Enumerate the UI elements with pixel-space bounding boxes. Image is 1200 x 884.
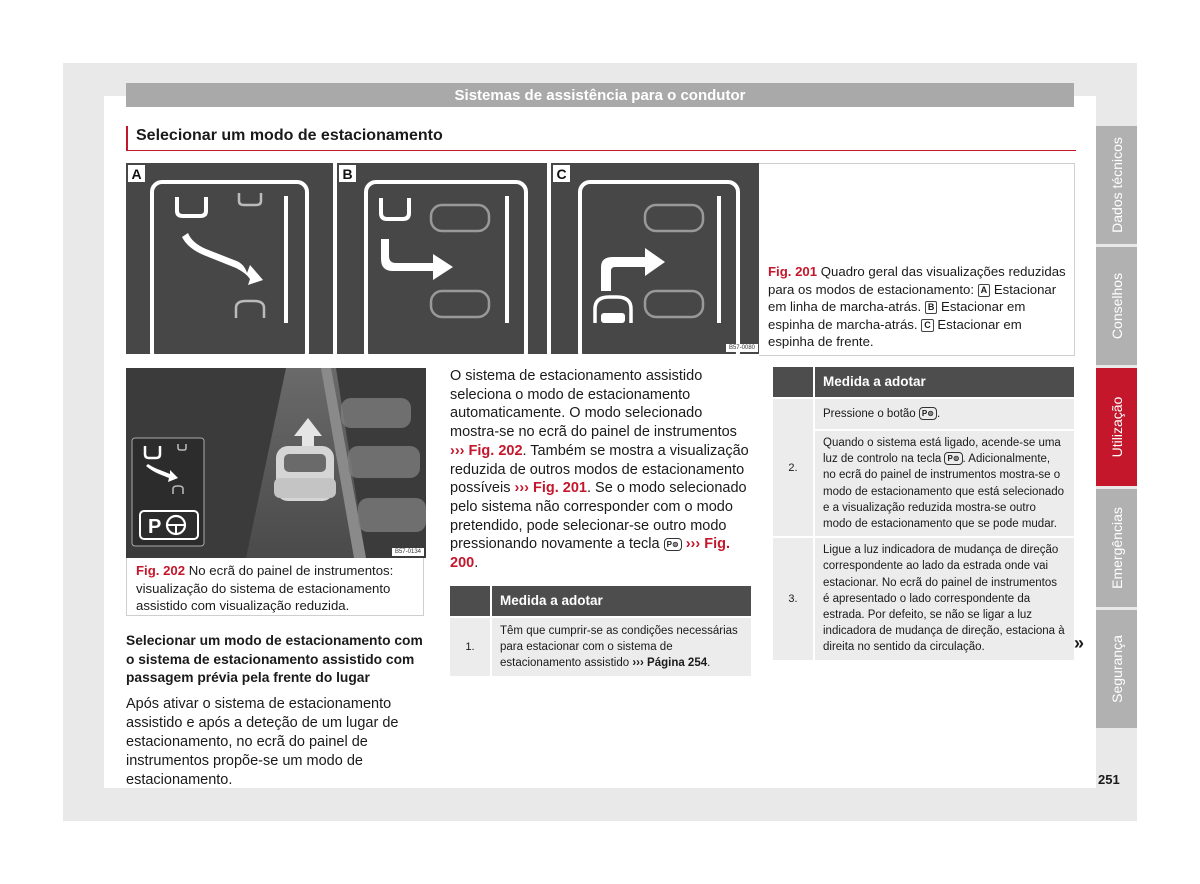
ref-fig-200-link[interactable]: ››› Fig. 200	[450, 536, 730, 572]
ref-fig-201-link[interactable]: ››› Fig. 201	[514, 480, 587, 497]
side-tab-utilizacao[interactable]: Utilização	[1096, 368, 1137, 486]
figure-201-panel-b	[337, 163, 547, 354]
parking-button-icon: P⊜	[944, 452, 962, 465]
measure-table-middle	[450, 586, 751, 676]
table-row: 2. Pressione o botão P⊜ .	[773, 398, 1074, 430]
table-header: Medida a adotar	[491, 586, 751, 617]
svg-text:P: P	[148, 516, 162, 538]
figure-201-code: B57-0080	[726, 344, 758, 352]
left-body-text: Após ativar o sistema de estacionamento assistido e após a deteção de um lugar de estacionamento, no ecrã do painel de instrumentos propõe-se um modo de estacionamento.	[126, 696, 399, 788]
figure-202-code: B57-0134	[392, 548, 424, 556]
side-tab-dados-tecnicos[interactable]: Dados técnicos	[1096, 126, 1137, 244]
key-b-icon: B	[925, 301, 938, 314]
figure-201-caption-box	[759, 163, 1075, 356]
section-title-text: Selecionar um modo de estacionamento	[136, 127, 443, 144]
figure-201-panel-a	[126, 163, 333, 354]
middle-body-text: O sistema de estacionamento assistido seleciona o modo de estacionamento automaticamente. O modo selecionado mostra-se no ecrã do painel de instrumentos ››› Fig. 202. Também se mostra a visualização reduzida de outros modos de estacionamento possíveis ››› Fig. 201. Se o modo selecionado pelo sistema não corresponder com o modo pretendido, pode selecionar-se outro modo pressionando novamente a tecla P⊜ ››› Fig. 200.	[450, 368, 749, 572]
table-header-blank	[773, 367, 814, 398]
page-number: 251	[1098, 772, 1120, 787]
chapter-header: Sistemas de assistência para o condutor	[126, 83, 1074, 107]
ref-page-254-link[interactable]: ››› Página 254	[632, 657, 708, 670]
table-row: 3. Ligue a luz indicadora de mudança de direção correspondente ao lado da estrada onde vai estacionar. No ecrã do painel de instrumentos é apresentado o lado correspondente da estrada. Por defeito, se não se ligar a luz indicadora de mudança de direção, estaciona à direita no sentido da circulação.	[773, 537, 1074, 659]
key-a-icon: A	[978, 284, 991, 297]
figure-201-caption: Fig. 201 Quadro geral das visualizações reduzidas para os modos de estacionamento: A Estacionar em linha de marcha-atrás. B Estacionar em espinha de marcha-atrás. C Estacionar em espinha de frente.	[768, 264, 1066, 349]
side-tab-emergencias[interactable]: Emergências	[1096, 489, 1137, 607]
figure-202-label: Fig. 202	[136, 563, 186, 578]
figure-202-caption: Fig. 202 No ecrã do painel de instrumentos: visualização do sistema de estacionamento assistido com visualização reduzida.	[126, 558, 424, 616]
parking-key-icon: P⊜	[664, 538, 682, 551]
subheading: Selecionar um modo de estacionamento com o sistema de estacionamento assistido com passagem prévia pela frente do lugar	[126, 633, 423, 685]
panel-label-a: A	[128, 165, 145, 182]
table-header: Medida a adotar	[814, 367, 1074, 398]
angle-forward-diagram	[551, 163, 759, 354]
measure-table-right	[773, 367, 1074, 660]
side-tab-seguranca[interactable]: Segurança	[1096, 610, 1137, 728]
figure-202-instrument-display	[126, 368, 426, 558]
side-tab-conselhos[interactable]: Conselhos	[1096, 247, 1137, 365]
parking-button-icon: P⊜	[919, 407, 937, 420]
panel-label-c: C	[553, 165, 570, 182]
table-header-blank	[450, 586, 491, 617]
continue-mark: »	[1074, 633, 1085, 653]
parallel-reverse-diagram	[126, 163, 333, 354]
ref-fig-202-link[interactable]: ››› Fig. 202	[450, 442, 523, 459]
table-row: 1. Têm que cumprir-se as condições necessárias para estacionar com o sistema de estacionamento assistido ››› Página 254.	[450, 617, 751, 676]
panel-label-b: B	[339, 165, 356, 182]
angle-reverse-diagram	[337, 163, 547, 354]
section-title	[126, 126, 1076, 151]
table-row: Quando o sistema está ligado, acende-se uma luz de controlo na tecla P⊜ . Adicionalmente, no ecrã do painel de instrumentos mostra-se o modo de estacionamento que está selecionado e a visualização reduzida mostra-se outro modo de estacionamento que se pode mudar.	[773, 430, 1074, 537]
key-c-icon: C	[921, 319, 934, 332]
instrument-display-illustration	[126, 368, 426, 558]
figure-201-label: Fig. 201	[768, 264, 818, 279]
figure-201-panel-c	[551, 163, 759, 354]
